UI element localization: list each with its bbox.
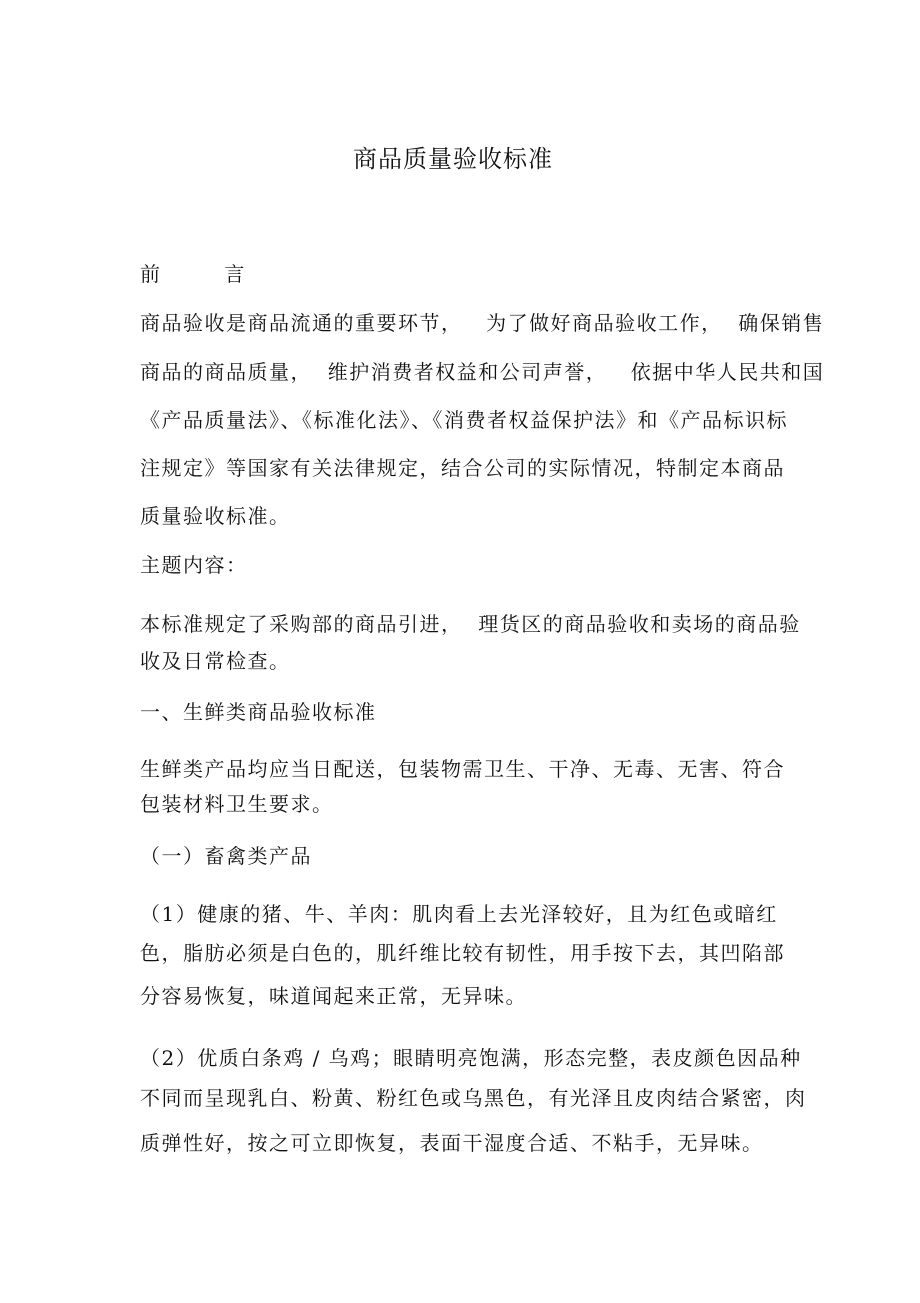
paragraph-line: 质量验收标准。 [140,504,291,528]
paragraph-line: 生鲜类产品均应当日配送，包装物需卫生、干净、无毒、无害、符合 [140,757,785,781]
paragraph-line: 色，脂肪必须是白色的，肌纤维比较有韧性，用手按下去，其凹陷部 [140,941,785,965]
section-heading-fresh: 一、生鲜类商品验收标准 [140,700,377,724]
paragraph-line: 收及日常检查。 [140,649,291,673]
paragraph-line: 本标准规定了采购部的商品引进， 理货区的商品验收和卖场的商品验 [140,612,801,636]
paragraph-line: 质弹性好，按之可立即恢复，表面干湿度合适、不粘手，无异味。 [140,1131,764,1155]
paragraph-line: 包装材料卫生要求。 [140,792,334,816]
paragraph-line: （2）优质白条鸡 / 乌鸡；眼睛明亮饱满，形态完整，表皮颜色因品种 [140,1046,802,1070]
paragraph-line: （1）健康的猪、牛、羊肉：肌肉看上去光泽较好，且为红色或暗红 [140,902,778,926]
paragraph-line: 注规定》等国家有关法律规定，结合公司的实际情况，特制定本商品 [140,456,785,480]
paragraph-line: 不同而呈现乳白、粉黄、粉红色或乌黑色，有光泽且皮肉结合紧密，肉 [140,1086,807,1110]
paragraph-line: 分容易恢复，味道闻起来正常，无异味。 [140,984,527,1008]
subsection-heading-livestock: （一）畜禽类产品 [140,844,312,868]
paragraph-line: 《产品质量法》、《标准化法》、《消费者权益保护法》和《产品标识标 [140,408,788,432]
section-heading-subject: 主题内容： [140,553,248,577]
document-title: 商品质量验收标准 [353,145,553,173]
paragraph-line: 商品验收是商品流通的重要环节， 为了做好商品验收工作， 确保销售 [140,311,825,335]
section-heading-preface: 前 言 [140,262,246,286]
paragraph-line: 商品的商品质量， 维护消费者权益和公司声誉， 依据中华人民共和国 [140,360,825,384]
